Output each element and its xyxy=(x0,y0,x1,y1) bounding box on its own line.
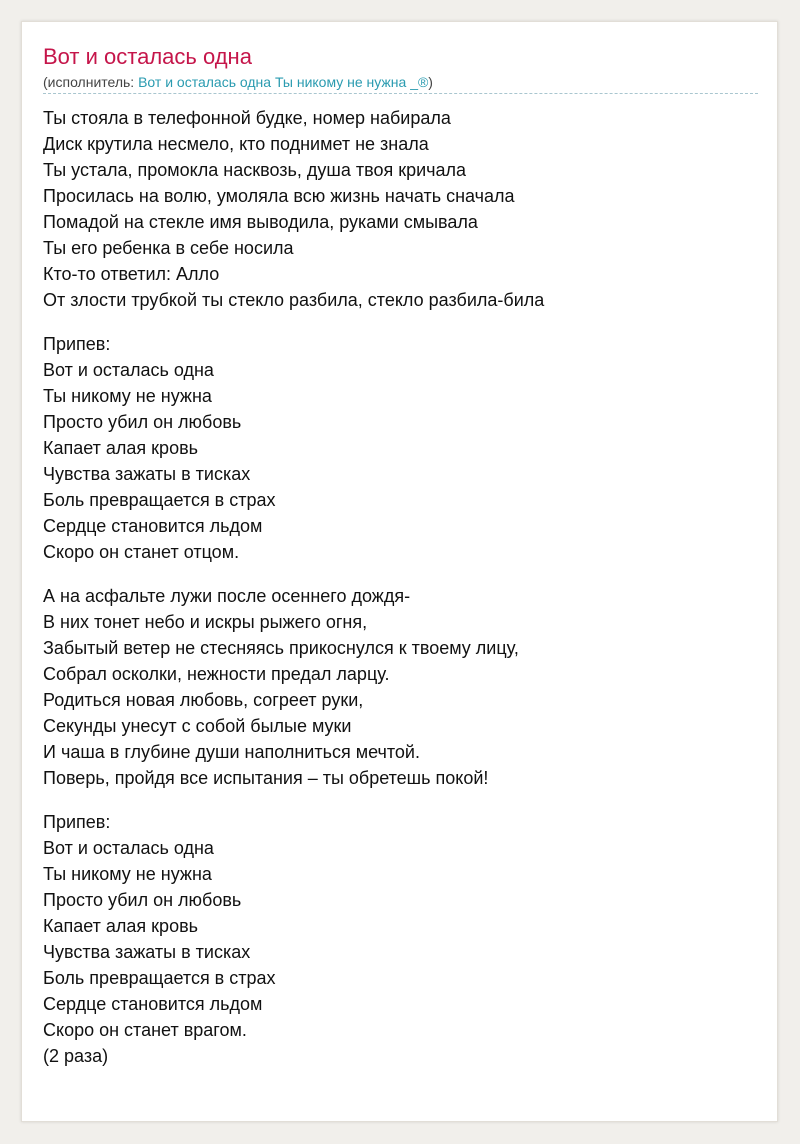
lyric-line: Просто убил он любовь xyxy=(43,412,242,432)
lyric-line: Чувства зажаты в тисках xyxy=(43,942,251,962)
lyric-line: Капает алая кровь xyxy=(43,438,199,458)
lyric-line: Кто-то ответил: Алло xyxy=(43,264,220,284)
title-divider xyxy=(43,93,758,94)
chorus-label: Припев: xyxy=(43,334,111,354)
lyric-line: Родиться новая любовь, согреет руки, xyxy=(43,690,364,710)
lyric-line: А на асфальте лужи после осеннего дождя- xyxy=(43,586,411,606)
lyric-line: Забытый ветер не стесняясь прикоснулся к твоему лицу, xyxy=(43,638,519,658)
lyric-line: Боль превращается в страх xyxy=(43,968,276,988)
lyric-line: Поверь, пройдя все испытания – ты обретешь покой! xyxy=(43,768,489,788)
lyric-line: Диск крутила несмело, кто поднимет не знала xyxy=(43,134,429,154)
lyric-line: Ты стояла в телефонной будке, номер набирала xyxy=(43,108,451,128)
lyric-line: Чувства зажаты в тисках xyxy=(43,464,251,484)
artist-suffix: ) xyxy=(428,74,433,90)
lyric-line: Просто убил он любовь xyxy=(43,890,242,910)
lyric-line: Вот и осталась одна xyxy=(43,360,214,380)
lyric-line: Капает алая кровь xyxy=(43,916,199,936)
lyric-line: Просилась на волю, умоляла всю жизнь начать сначала xyxy=(43,186,515,206)
lyric-line: Скоро он станет отцом. xyxy=(43,542,240,562)
chorus-2 xyxy=(43,809,758,1069)
lyric-line: Вот и осталась одна xyxy=(43,838,214,858)
lyric-line: В них тонет небо и искры рыжего огня, xyxy=(43,612,368,632)
artist-line xyxy=(43,73,433,91)
lyric-line: Ты его ребенка в себе носила xyxy=(43,238,294,258)
lyric-line: Ты никому не нужна xyxy=(43,864,212,884)
lyric-line: Сердце становится льдом xyxy=(43,994,263,1014)
artist-link[interactable]: Вот и осталась одна Ты никому не нужна _® xyxy=(138,74,429,90)
lyric-line: Сердце становится льдом xyxy=(43,516,263,536)
verse-2 xyxy=(43,583,758,791)
lyric-line: Скоро он станет врагом. xyxy=(43,1020,247,1040)
verse-1 xyxy=(43,105,758,313)
lyric-line: Ты устала, промокла насквозь, душа твоя кричала xyxy=(43,160,467,180)
lyric-line: Собрал осколки, нежности предал ларцу. xyxy=(43,664,390,684)
lyric-line: От злости трубкой ты стекло разбила, стекло разбила-била xyxy=(43,290,545,310)
lyric-line: Секунды унесут с собой былые муки xyxy=(43,716,352,736)
stanza-gap xyxy=(43,565,758,583)
stanza-gap xyxy=(43,791,758,809)
lyric-line: Ты никому не нужна xyxy=(43,386,212,406)
song-title: Вот и осталась одна xyxy=(43,44,252,69)
lyric-line: Помадой на стекле имя выводила, руками смывала xyxy=(43,212,478,232)
lyrics-text xyxy=(43,105,758,1069)
artist-prefix: (исполнитель: xyxy=(43,74,139,90)
lyric-line: И чаша в глубине души наполниться мечтой. xyxy=(43,742,420,762)
chorus-1 xyxy=(43,331,758,565)
lyrics-card xyxy=(21,21,778,1122)
chorus-label: Припев: xyxy=(43,812,111,832)
stanza-gap xyxy=(43,313,758,331)
repeat-note: (2 раза) xyxy=(43,1046,109,1066)
lyric-line: Боль превращается в страх xyxy=(43,490,276,510)
